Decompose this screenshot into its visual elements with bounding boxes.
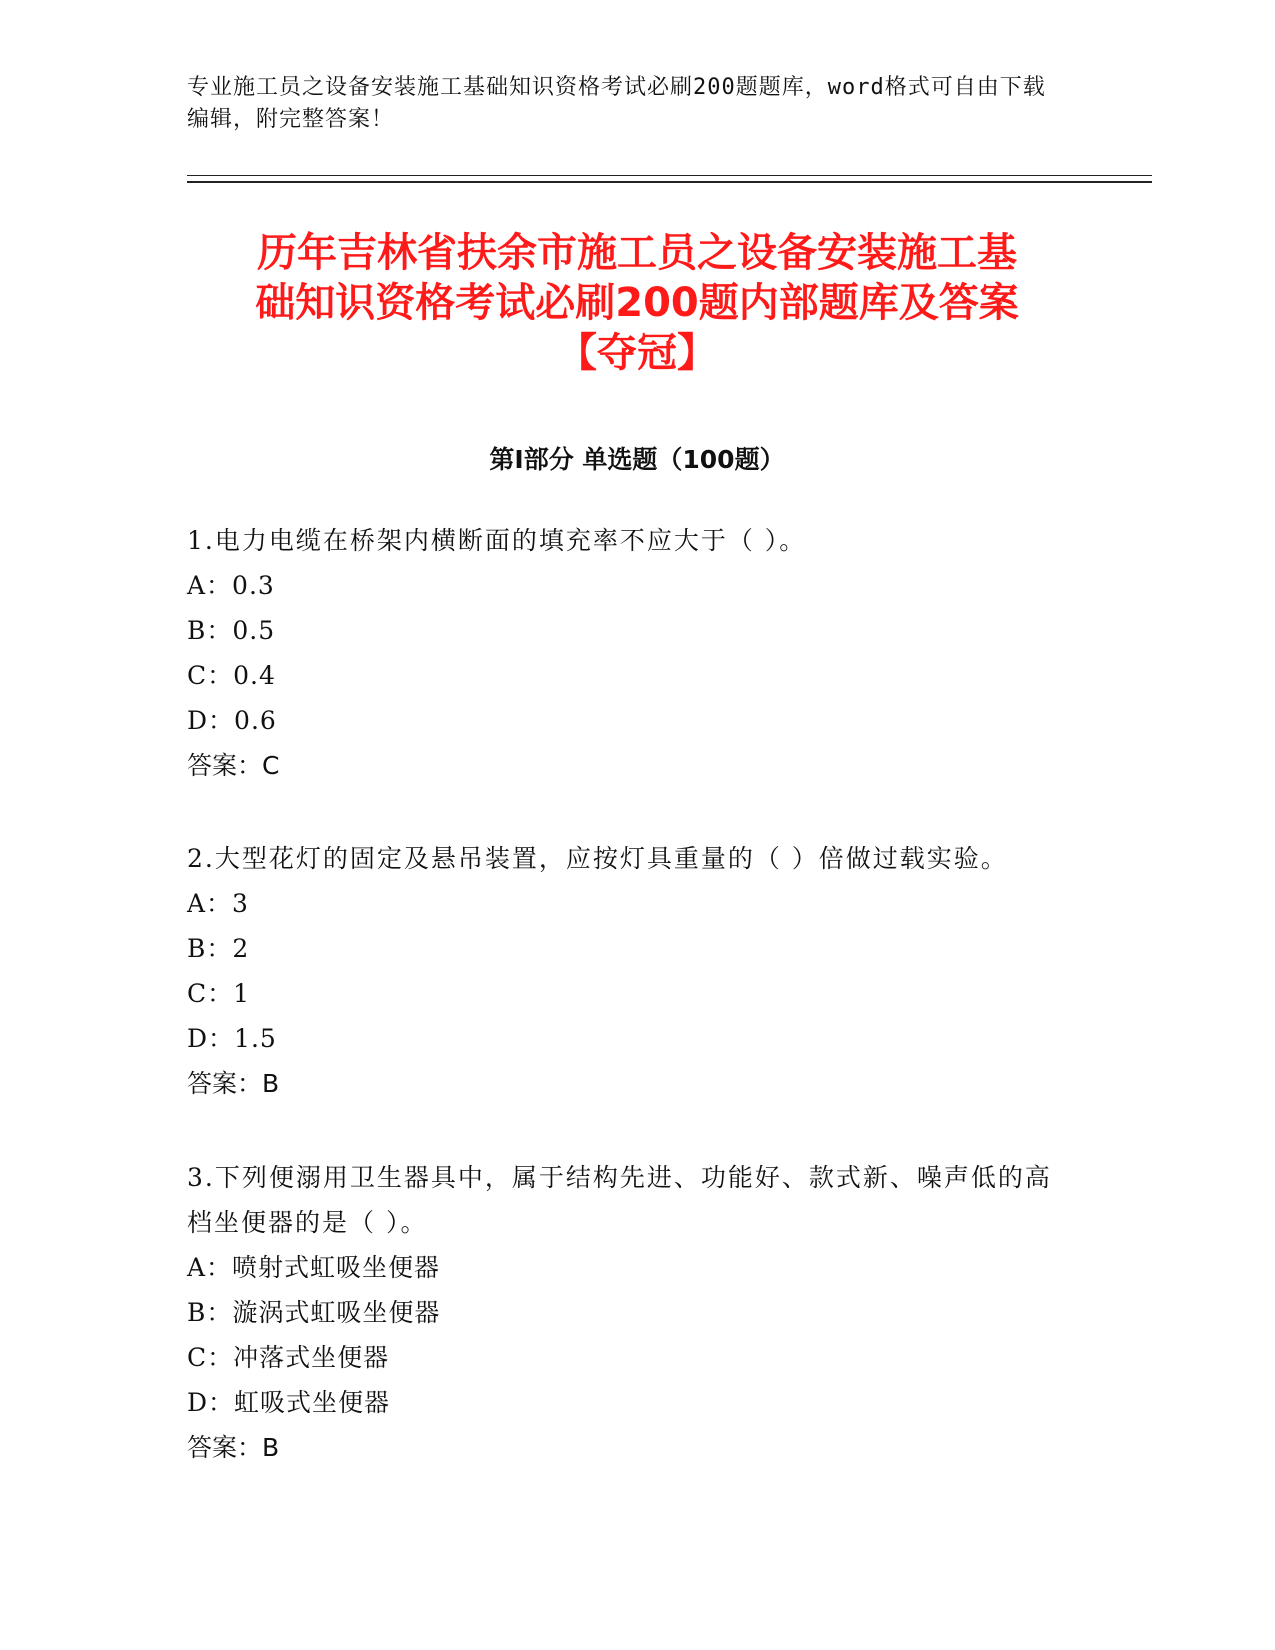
question-text: 1.电力电缆在桥架内横断面的填充率不应大于（ ）。	[187, 526, 807, 555]
option-b: B：漩涡式虹吸坐便器	[187, 1298, 441, 1327]
title-line-2: 础知识资格考试必刷200题内部题库及答案	[255, 280, 1019, 326]
answer: 答案：C	[187, 751, 280, 780]
option-a: A：3	[187, 889, 249, 918]
question-text: 2.大型花灯的固定及悬吊装置，应按灯具重量的（ ）倍做过载实验。	[187, 844, 1008, 873]
document-title	[187, 228, 1087, 378]
title-line-3: 【夺冠】	[557, 330, 717, 376]
option-b: B：0.5	[187, 616, 276, 645]
question-3	[187, 1155, 1067, 1470]
option-d: D：0.6	[187, 706, 277, 735]
question-2	[187, 836, 1067, 1106]
answer: 答案：B	[187, 1069, 280, 1098]
answer: 答案：B	[187, 1433, 280, 1462]
question-text: 3.下列便溺用卫生器具中，属于结构先进、功能好、款式新、噪声低的高档坐便器的是（ ）。	[187, 1163, 1052, 1237]
option-c: C：冲落式坐便器	[187, 1343, 390, 1372]
question-1	[187, 518, 1067, 788]
option-d: D：1.5	[187, 1024, 277, 1053]
section-heading: 第I部分 单选题（100题）	[489, 445, 785, 474]
header-divider-thick	[187, 181, 1152, 183]
option-a: A：喷射式虹吸坐便器	[187, 1253, 441, 1282]
option-c: C：1	[187, 979, 251, 1008]
option-c: C：0.4	[187, 661, 276, 690]
option-d: D：虹吸式坐便器	[187, 1388, 391, 1417]
header-note: 专业施工员之设备安装施工基础知识资格考试必刷200题题库，word格式可自由下载编辑，附完整答案！	[187, 75, 1046, 132]
option-a: A：0.3	[187, 571, 275, 600]
header-divider-thin	[187, 175, 1152, 176]
title-line-1: 历年吉林省扶余市施工员之设备安装施工基	[257, 230, 1017, 276]
option-b: B：2	[187, 934, 250, 963]
